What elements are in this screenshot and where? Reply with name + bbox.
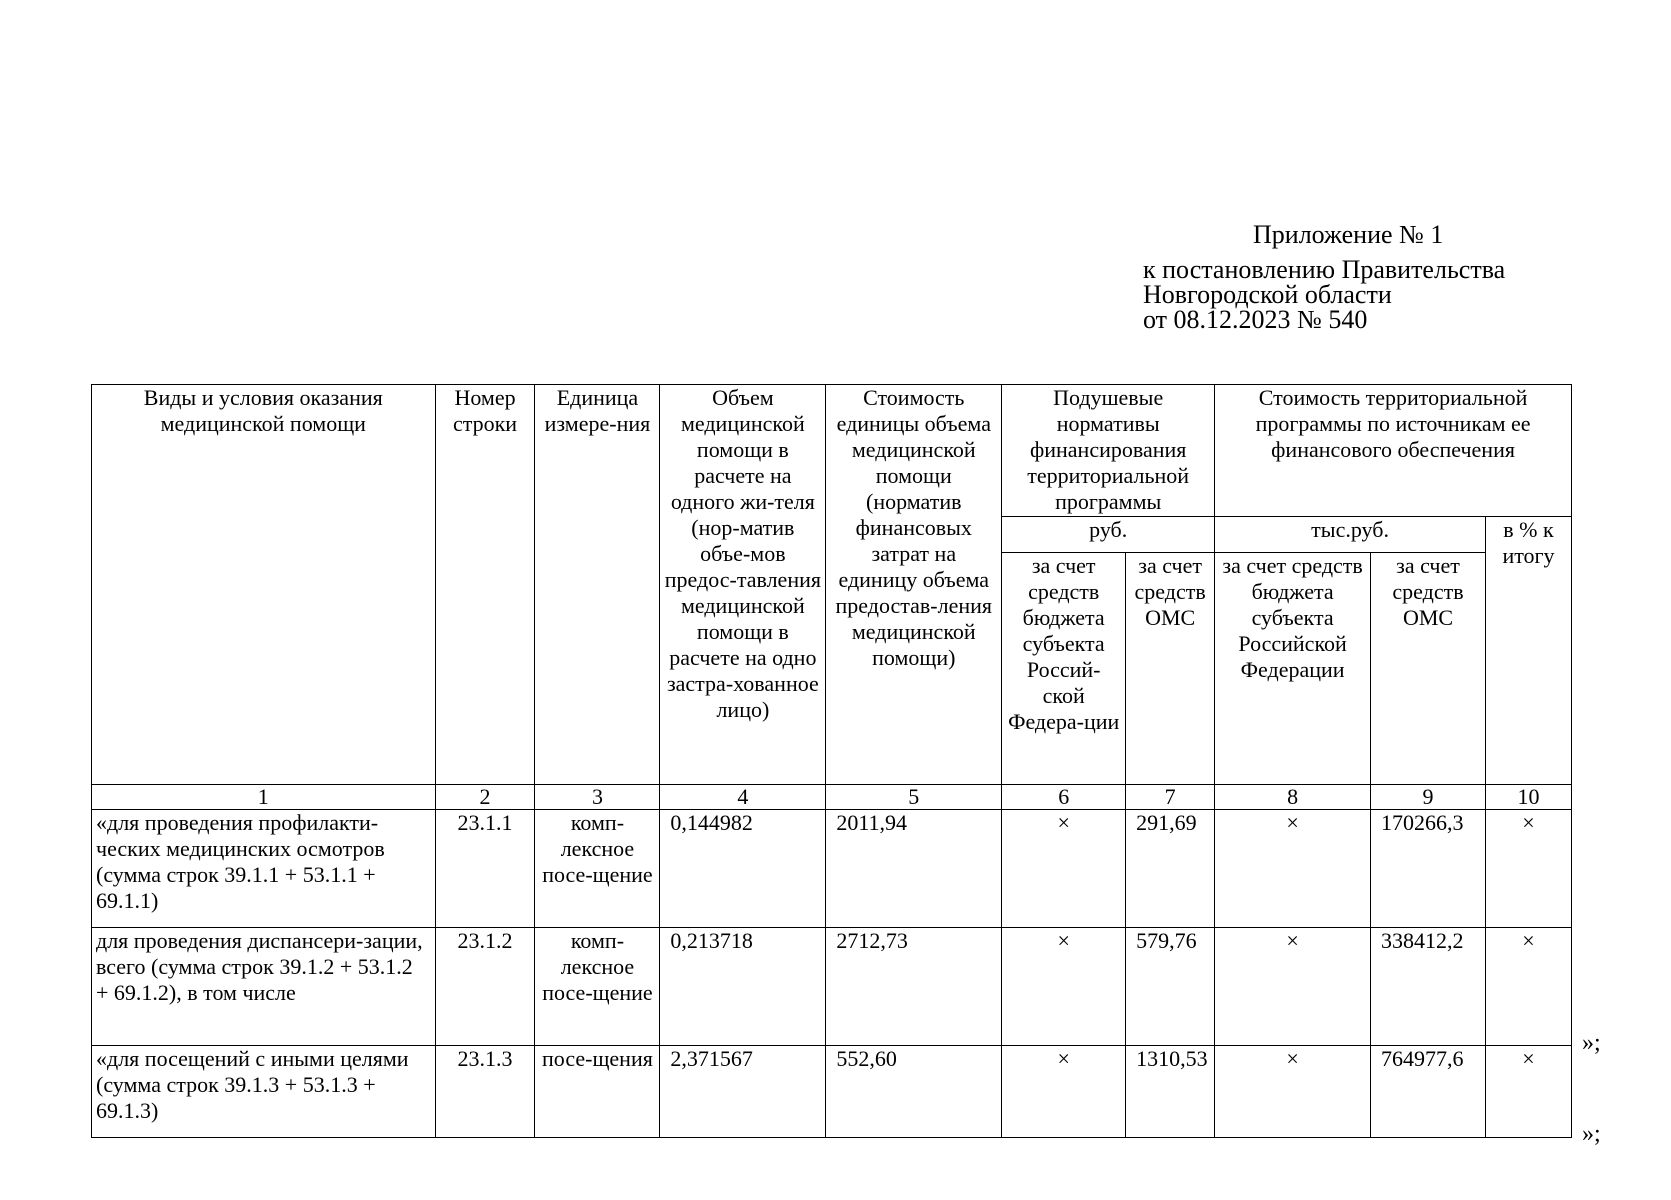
row-oms-rub: 1310,53 [1126, 1046, 1215, 1138]
row-line-number: 23.1.1 [435, 810, 535, 928]
row-unit: посе-щения [535, 1046, 660, 1138]
row-volume: 0,144982 [660, 810, 826, 928]
appendix-line-3: от 08.12.2023 № 540 [1143, 305, 1368, 334]
row-oms-thous: 338412,2 [1371, 928, 1486, 1046]
table-row [92, 1046, 1572, 1138]
row-budget-rub: × [1002, 810, 1126, 928]
row-unit-cost: 552,60 [826, 1046, 1002, 1138]
row-budget-rub: × [1002, 1046, 1126, 1138]
appendix-line-1: к постановлению Правительства [1143, 255, 1506, 284]
row-line-number: 23.1.2 [435, 928, 535, 1046]
row-oms-rub: 579,76 [1126, 928, 1215, 1046]
header-line-number: Номер строки [435, 385, 535, 785]
row-percent: × [1486, 810, 1572, 928]
column-number: 8 [1215, 785, 1371, 810]
header-percent: в % к итогу [1486, 517, 1572, 785]
row-unit-cost: 2712,73 [826, 928, 1002, 1046]
row-unit: комп-лексное посе-щение [535, 810, 660, 928]
row-name: «для проведения профилакти-ческих медицинских осмотров (сумма строк 39.1.1 + 53.1.1 + 69.1.1) [92, 810, 436, 928]
header-volume: Объем медицинской помощи в расчете на одного жи-теля (нор-матив объе-мов предос-тавления медицинской помощи в расчете на одно застра-хованное лицо) [660, 385, 826, 785]
row-unit: комп-лексное посе-щение [535, 928, 660, 1046]
row-budget-thous: × [1215, 810, 1371, 928]
header-unit-thous-rub: тыс.руб. [1215, 517, 1486, 553]
header-unit-rub: руб. [1002, 517, 1215, 553]
column-number: 10 [1486, 785, 1572, 810]
appendix-line-2: Новгородской области [1143, 280, 1392, 309]
header-budget-rub: за счет средств бюджета субъекта Россий-ской Федера-ции [1002, 553, 1126, 785]
row-line-number: 23.1.3 [435, 1046, 535, 1138]
row-percent: × [1486, 928, 1572, 1046]
column-number: 3 [535, 785, 660, 810]
appendix-title: Приложение № 1 [1253, 220, 1444, 249]
header-program-cost-group: Стоимость территориальной программы по источникам ее финансового обеспечения [1215, 385, 1572, 517]
table-row [92, 810, 1572, 928]
row-budget-thous: × [1215, 1046, 1371, 1138]
header-oms-thous: за счет средств ОМС [1371, 553, 1486, 785]
header-budget-thous: за счет средств бюджета субъекта Российской Федерации [1215, 553, 1371, 785]
row-name: для проведения диспансери-зации, всего (сумма строк 39.1.2 + 53.1.2 + 69.1.2), в том числе [92, 928, 436, 1046]
financing-table [91, 384, 1572, 1138]
table-row [92, 928, 1572, 1046]
row-unit-cost: 2011,94 [826, 810, 1002, 928]
column-number-row [92, 785, 1572, 810]
row-percent: × [1486, 1046, 1572, 1138]
row-budget-rub: × [1002, 928, 1126, 1046]
column-number: 4 [660, 785, 826, 810]
row-oms-thous: 764977,6 [1371, 1046, 1486, 1138]
row-volume: 2,371567 [660, 1046, 826, 1138]
header-per-capita-group: Подушевые нормативы финансирования территориальной программы [1002, 385, 1215, 517]
column-number: 9 [1371, 785, 1486, 810]
header-unit: Единица измере-ния [535, 385, 660, 785]
header-unit-cost: Стоимость единицы объема медицинской помощи (норматив финансовых затрат на единицу объема предостав-ления медицинской помощи) [826, 385, 1002, 785]
column-number: 7 [1126, 785, 1215, 810]
row-name: «для посещений с иными целями (сумма строк 39.1.3 + 53.1.3 + 69.1.3) [92, 1046, 436, 1138]
column-number: 5 [826, 785, 1002, 810]
row-oms-thous: 170266,3 [1371, 810, 1486, 928]
column-number: 6 [1002, 785, 1126, 810]
row-oms-rub: 291,69 [1126, 810, 1215, 928]
row-volume: 0,213718 [660, 928, 826, 1046]
header-types-of-care: Виды и условия оказания медицинской помощи [92, 385, 436, 785]
closing-quote-2: »; [1582, 1121, 1601, 1147]
column-number: 2 [435, 785, 535, 810]
header-oms-rub: за счет средств ОМС [1126, 553, 1215, 785]
closing-quote-1: »; [1582, 1030, 1601, 1056]
row-budget-thous: × [1215, 928, 1371, 1046]
column-number: 1 [92, 785, 436, 810]
appendix-header [1143, 222, 1505, 332]
